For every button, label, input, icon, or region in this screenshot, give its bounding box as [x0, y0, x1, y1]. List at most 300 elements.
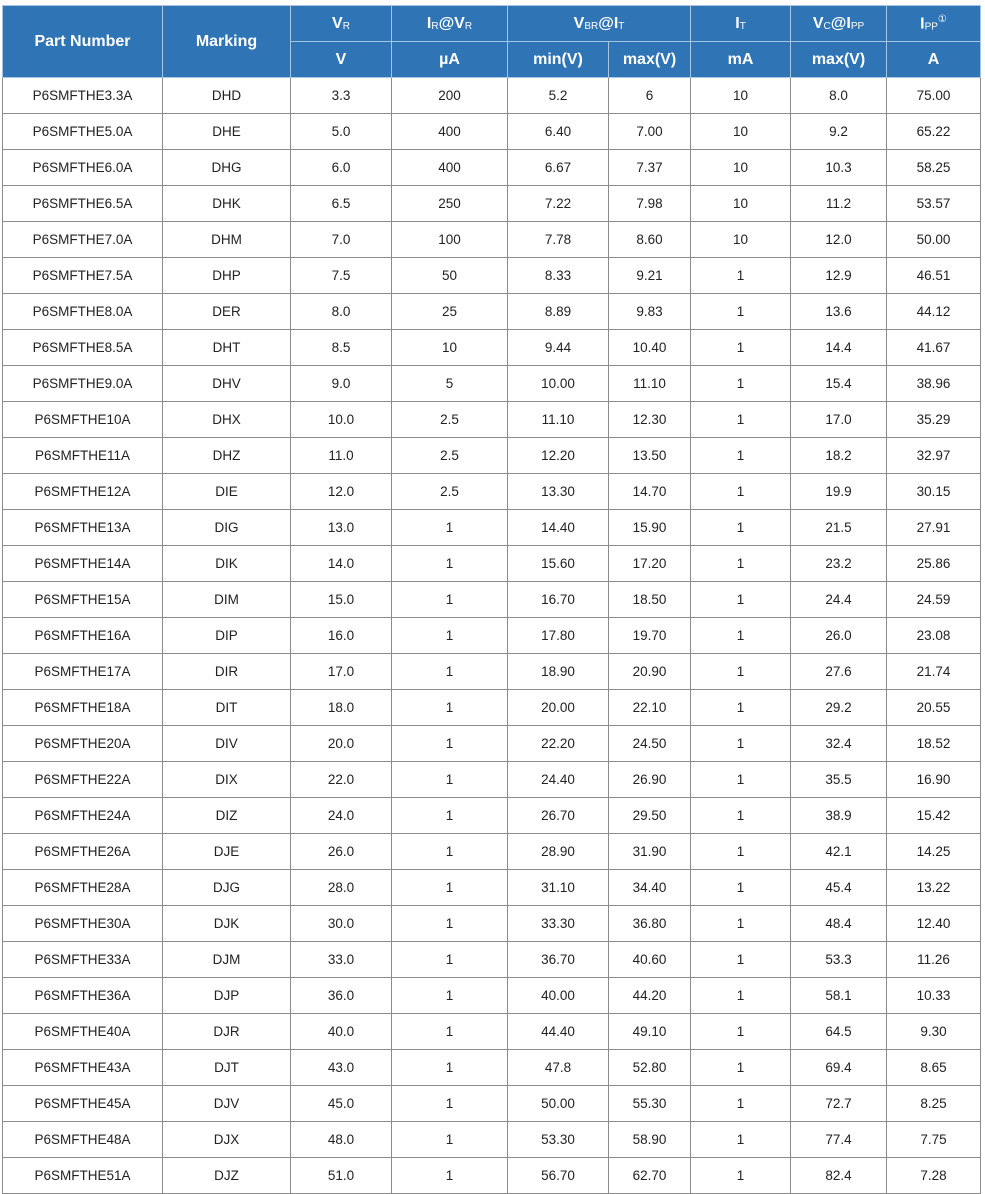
cell-vbr-max: 11.10	[609, 366, 691, 402]
cell-vr: 7.5	[291, 258, 392, 294]
cell-it: 1	[691, 906, 791, 942]
cell-it: 1	[691, 870, 791, 906]
cell-vbr-min: 18.90	[508, 654, 609, 690]
cell-vc: 58.1	[791, 978, 887, 1014]
cell-it: 1	[691, 510, 791, 546]
cell-vr: 28.0	[291, 870, 392, 906]
cell-ir: 200	[392, 78, 508, 114]
cell-vr: 14.0	[291, 546, 392, 582]
cell-vbr-min: 40.00	[508, 978, 609, 1014]
cell-ir: 1	[392, 870, 508, 906]
cell-vc: 8.0	[791, 78, 887, 114]
cell-marking: DJT	[163, 1050, 291, 1086]
cell-it: 1	[691, 654, 791, 690]
cell-part-number: P6SMFTHE15A	[3, 582, 163, 618]
cell-vr: 20.0	[291, 726, 392, 762]
cell-it: 1	[691, 330, 791, 366]
cell-ipp: 12.40	[887, 906, 981, 942]
cell-ipp: 44.12	[887, 294, 981, 330]
table-row	[3, 114, 981, 150]
cell-it: 1	[691, 942, 791, 978]
cell-vc: 18.2	[791, 438, 887, 474]
header-part-number: Part Number	[3, 6, 163, 78]
cell-it: 1	[691, 798, 791, 834]
cell-ipp: 30.15	[887, 474, 981, 510]
cell-vc: 13.6	[791, 294, 887, 330]
header-ir: $I_R@V_R$	[392, 6, 508, 42]
table-row	[3, 690, 981, 726]
cell-vbr-min: 14.40	[508, 510, 609, 546]
cell-vr: 18.0	[291, 690, 392, 726]
cell-vr: 48.0	[291, 1122, 392, 1158]
cell-vbr-min: 20.00	[508, 690, 609, 726]
cell-vbr-max: 26.90	[609, 762, 691, 798]
cell-ir: 1	[392, 654, 508, 690]
cell-vbr-min: 9.44	[508, 330, 609, 366]
cell-ipp: 10.33	[887, 978, 981, 1014]
unit-ipp: A	[887, 42, 981, 78]
cell-ir: 2.5	[392, 474, 508, 510]
cell-marking: DJP	[163, 978, 291, 1014]
cell-vbr-max: 15.90	[609, 510, 691, 546]
table-row	[3, 1122, 981, 1158]
cell-part-number: P6SMFTHE7.0A	[3, 222, 163, 258]
cell-ir: 400	[392, 150, 508, 186]
cell-part-number: P6SMFTHE28A	[3, 870, 163, 906]
cell-part-number: P6SMFTHE22A	[3, 762, 163, 798]
cell-vc: 38.9	[791, 798, 887, 834]
cell-vbr-min: 12.20	[508, 438, 609, 474]
cell-it: 1	[691, 1086, 791, 1122]
table-row	[3, 582, 981, 618]
table-body	[3, 78, 981, 1194]
header-it: $I_T$	[691, 6, 791, 42]
cell-vc: 17.0	[791, 402, 887, 438]
cell-ipp: 8.25	[887, 1086, 981, 1122]
cell-marking: DJZ	[163, 1158, 291, 1194]
cell-vc: 48.4	[791, 906, 887, 942]
cell-it: 1	[691, 1050, 791, 1086]
cell-ipp: 27.91	[887, 510, 981, 546]
cell-part-number: P6SMFTHE10A	[3, 402, 163, 438]
cell-part-number: P6SMFTHE9.0A	[3, 366, 163, 402]
cell-vr: 36.0	[291, 978, 392, 1014]
cell-part-number: P6SMFTHE26A	[3, 834, 163, 870]
cell-vc: 21.5	[791, 510, 887, 546]
cell-vbr-max: 19.70	[609, 618, 691, 654]
cell-it: 1	[691, 546, 791, 582]
cell-vbr-max: 17.20	[609, 546, 691, 582]
cell-vbr-min: 6.67	[508, 150, 609, 186]
cell-marking: DHV	[163, 366, 291, 402]
table-row	[3, 258, 981, 294]
table-row	[3, 618, 981, 654]
cell-ipp: 25.86	[887, 546, 981, 582]
table-row	[3, 798, 981, 834]
cell-ir: 1	[392, 1122, 508, 1158]
cell-it: 1	[691, 438, 791, 474]
cell-vc: 15.4	[791, 366, 887, 402]
cell-ir: 400	[392, 114, 508, 150]
cell-vbr-max: 62.70	[609, 1158, 691, 1194]
cell-marking: DJG	[163, 870, 291, 906]
cell-ipp: 65.22	[887, 114, 981, 150]
cell-vbr-min: 26.70	[508, 798, 609, 834]
cell-vr: 43.0	[291, 1050, 392, 1086]
cell-vc: 10.3	[791, 150, 887, 186]
cell-vc: 69.4	[791, 1050, 887, 1086]
cell-part-number: P6SMFTHE5.0A	[3, 114, 163, 150]
cell-vc: 64.5	[791, 1014, 887, 1050]
cell-ipp: 21.74	[887, 654, 981, 690]
cell-vbr-max: 9.21	[609, 258, 691, 294]
cell-marking: DHK	[163, 186, 291, 222]
cell-part-number: P6SMFTHE48A	[3, 1122, 163, 1158]
cell-marking: DIX	[163, 762, 291, 798]
table-row	[3, 654, 981, 690]
cell-ipp: 38.96	[887, 366, 981, 402]
cell-vbr-min: 16.70	[508, 582, 609, 618]
cell-vr: 30.0	[291, 906, 392, 942]
cell-vc: 9.2	[791, 114, 887, 150]
cell-vbr-min: 10.00	[508, 366, 609, 402]
cell-vr: 6.5	[291, 186, 392, 222]
cell-it: 10	[691, 114, 791, 150]
cell-vbr-min: 53.30	[508, 1122, 609, 1158]
cell-vr: 13.0	[291, 510, 392, 546]
cell-ir: 1	[392, 798, 508, 834]
cell-ipp: 58.25	[887, 150, 981, 186]
cell-ir: 1	[392, 582, 508, 618]
table-row	[3, 942, 981, 978]
cell-part-number: P6SMFTHE8.5A	[3, 330, 163, 366]
table-row	[3, 762, 981, 798]
unit-ir: µA	[392, 42, 508, 78]
cell-vbr-min: 47.8	[508, 1050, 609, 1086]
cell-vc: 11.2	[791, 186, 887, 222]
cell-part-number: P6SMFTHE6.5A	[3, 186, 163, 222]
cell-vr: 17.0	[291, 654, 392, 690]
table-row	[3, 870, 981, 906]
cell-it: 1	[691, 402, 791, 438]
cell-ipp: 50.00	[887, 222, 981, 258]
cell-it: 1	[691, 726, 791, 762]
table-row	[3, 186, 981, 222]
cell-vc: 77.4	[791, 1122, 887, 1158]
cell-marking: DJE	[163, 834, 291, 870]
table-row	[3, 438, 981, 474]
cell-marking: DJR	[163, 1014, 291, 1050]
cell-ir: 1	[392, 942, 508, 978]
cell-vbr-min: 28.90	[508, 834, 609, 870]
cell-vbr-min: 6.40	[508, 114, 609, 150]
cell-ipp: 32.97	[887, 438, 981, 474]
cell-vbr-min: 50.00	[508, 1086, 609, 1122]
cell-vbr-max: 44.20	[609, 978, 691, 1014]
cell-it: 1	[691, 618, 791, 654]
cell-ir: 2.5	[392, 438, 508, 474]
cell-ipp: 9.30	[887, 1014, 981, 1050]
cell-vbr-min: 36.70	[508, 942, 609, 978]
cell-vbr-max: 34.40	[609, 870, 691, 906]
cell-ir: 1	[392, 726, 508, 762]
cell-ir: 1	[392, 1014, 508, 1050]
cell-marking: DIZ	[163, 798, 291, 834]
cell-vbr-max: 13.50	[609, 438, 691, 474]
cell-vbr-max: 40.60	[609, 942, 691, 978]
cell-vr: 26.0	[291, 834, 392, 870]
cell-ipp: 16.90	[887, 762, 981, 798]
cell-marking: DHP	[163, 258, 291, 294]
cell-marking: DIK	[163, 546, 291, 582]
cell-vr: 8.5	[291, 330, 392, 366]
cell-vbr-max: 36.80	[609, 906, 691, 942]
cell-part-number: P6SMFTHE36A	[3, 978, 163, 1014]
table-row	[3, 150, 981, 186]
specs-table	[2, 5, 981, 1194]
cell-marking: DJM	[163, 942, 291, 978]
cell-vbr-min: 24.40	[508, 762, 609, 798]
cell-ir: 5	[392, 366, 508, 402]
cell-it: 10	[691, 78, 791, 114]
cell-it: 10	[691, 186, 791, 222]
cell-ir: 2.5	[392, 402, 508, 438]
cell-vc: 32.4	[791, 726, 887, 762]
unit-vbr-max: max(V)	[609, 42, 691, 78]
cell-marking: DHZ	[163, 438, 291, 474]
cell-part-number: P6SMFTHE11A	[3, 438, 163, 474]
cell-vr: 5.0	[291, 114, 392, 150]
cell-vc: 35.5	[791, 762, 887, 798]
cell-vbr-min: 8.33	[508, 258, 609, 294]
cell-ir: 1	[392, 1050, 508, 1086]
cell-marking: DHT	[163, 330, 291, 366]
cell-vr: 33.0	[291, 942, 392, 978]
cell-vc: 45.4	[791, 870, 887, 906]
cell-marking: DHE	[163, 114, 291, 150]
cell-marking: DHD	[163, 78, 291, 114]
table-row	[3, 726, 981, 762]
cell-vbr-max: 10.40	[609, 330, 691, 366]
cell-part-number: P6SMFTHE6.0A	[3, 150, 163, 186]
cell-ipp: 35.29	[887, 402, 981, 438]
unit-vc: max(V)	[791, 42, 887, 78]
cell-marking: DHG	[163, 150, 291, 186]
cell-it: 1	[691, 1158, 791, 1194]
cell-part-number: P6SMFTHE40A	[3, 1014, 163, 1050]
cell-vc: 23.2	[791, 546, 887, 582]
cell-marking: DJK	[163, 906, 291, 942]
cell-vbr-min: 22.20	[508, 726, 609, 762]
cell-vc: 29.2	[791, 690, 887, 726]
cell-part-number: P6SMFTHE20A	[3, 726, 163, 762]
cell-vr: 11.0	[291, 438, 392, 474]
cell-vr: 40.0	[291, 1014, 392, 1050]
cell-vc: 12.0	[791, 222, 887, 258]
cell-vr: 12.0	[291, 474, 392, 510]
cell-part-number: P6SMFTHE45A	[3, 1086, 163, 1122]
cell-marking: DIE	[163, 474, 291, 510]
cell-vc: 72.7	[791, 1086, 887, 1122]
cell-vbr-min: 56.70	[508, 1158, 609, 1194]
cell-marking: DHX	[163, 402, 291, 438]
cell-ipp: 20.55	[887, 690, 981, 726]
cell-marking: DIG	[163, 510, 291, 546]
cell-it: 1	[691, 1122, 791, 1158]
cell-vbr-min: 5.2	[508, 78, 609, 114]
table-row	[3, 402, 981, 438]
cell-ir: 1	[392, 978, 508, 1014]
cell-vbr-max: 7.98	[609, 186, 691, 222]
cell-vbr-min: 7.22	[508, 186, 609, 222]
cell-marking: DIT	[163, 690, 291, 726]
cell-ir: 1	[392, 546, 508, 582]
cell-ir: 1	[392, 690, 508, 726]
cell-vc: 19.9	[791, 474, 887, 510]
cell-ipp: 75.00	[887, 78, 981, 114]
header-vbr: $V_{BR}@I_T$	[508, 6, 691, 42]
unit-it: mA	[691, 42, 791, 78]
cell-ir: 250	[392, 186, 508, 222]
cell-marking: DIP	[163, 618, 291, 654]
cell-it: 10	[691, 222, 791, 258]
cell-part-number: P6SMFTHE7.5A	[3, 258, 163, 294]
cell-ir: 1	[392, 1086, 508, 1122]
cell-ipp: 41.67	[887, 330, 981, 366]
cell-part-number: P6SMFTHE14A	[3, 546, 163, 582]
cell-vc: 14.4	[791, 330, 887, 366]
cell-part-number: P6SMFTHE12A	[3, 474, 163, 510]
cell-vc: 12.9	[791, 258, 887, 294]
cell-it: 10	[691, 150, 791, 186]
cell-vr: 7.0	[291, 222, 392, 258]
table-row	[3, 222, 981, 258]
cell-vc: 53.3	[791, 942, 887, 978]
cell-vbr-max: 9.83	[609, 294, 691, 330]
cell-ir: 1	[392, 1158, 508, 1194]
cell-ipp: 18.52	[887, 726, 981, 762]
unit-vbr-min: min(V)	[508, 42, 609, 78]
cell-ir: 50	[392, 258, 508, 294]
cell-vbr-max: 58.90	[609, 1122, 691, 1158]
table-row	[3, 906, 981, 942]
cell-ir: 1	[392, 906, 508, 942]
cell-vr: 22.0	[291, 762, 392, 798]
cell-marking: DIM	[163, 582, 291, 618]
cell-ipp: 7.75	[887, 1122, 981, 1158]
cell-it: 1	[691, 258, 791, 294]
table-row	[3, 978, 981, 1014]
cell-vc: 24.4	[791, 582, 887, 618]
cell-vbr-max: 29.50	[609, 798, 691, 834]
cell-vbr-max: 18.50	[609, 582, 691, 618]
cell-vr: 10.0	[291, 402, 392, 438]
cell-ir: 10	[392, 330, 508, 366]
table-row	[3, 1158, 981, 1194]
header-vr: $V_R$	[291, 6, 392, 42]
cell-part-number: P6SMFTHE3.3A	[3, 78, 163, 114]
cell-vbr-min: 17.80	[508, 618, 609, 654]
cell-vbr-min: 11.10	[508, 402, 609, 438]
cell-it: 1	[691, 294, 791, 330]
cell-vr: 16.0	[291, 618, 392, 654]
cell-vr: 15.0	[291, 582, 392, 618]
header-vc: $V_C@I_{PP}$	[791, 6, 887, 42]
table-row	[3, 834, 981, 870]
cell-vbr-min: 13.30	[508, 474, 609, 510]
table-row	[3, 294, 981, 330]
table-row	[3, 546, 981, 582]
cell-marking: DIV	[163, 726, 291, 762]
cell-ir: 1	[392, 510, 508, 546]
header-marking: Marking	[163, 6, 291, 78]
cell-vbr-max: 55.30	[609, 1086, 691, 1122]
cell-vbr-min: 8.89	[508, 294, 609, 330]
table-row	[3, 1014, 981, 1050]
cell-ipp: 7.28	[887, 1158, 981, 1194]
cell-vbr-max: 8.60	[609, 222, 691, 258]
cell-ipp: 15.42	[887, 798, 981, 834]
cell-vbr-max: 7.37	[609, 150, 691, 186]
cell-vbr-max: 7.00	[609, 114, 691, 150]
cell-part-number: P6SMFTHE16A	[3, 618, 163, 654]
cell-marking: DIR	[163, 654, 291, 690]
cell-vbr-max: 6	[609, 78, 691, 114]
cell-part-number: P6SMFTHE51A	[3, 1158, 163, 1194]
cell-part-number: P6SMFTHE24A	[3, 798, 163, 834]
cell-ir: 25	[392, 294, 508, 330]
cell-part-number: P6SMFTHE13A	[3, 510, 163, 546]
cell-ir: 1	[392, 834, 508, 870]
cell-vr: 24.0	[291, 798, 392, 834]
cell-vbr-max: 14.70	[609, 474, 691, 510]
cell-vr: 45.0	[291, 1086, 392, 1122]
cell-vr: 3.3	[291, 78, 392, 114]
cell-vc: 27.6	[791, 654, 887, 690]
cell-marking: DHM	[163, 222, 291, 258]
header-row-params	[3, 6, 981, 42]
cell-vbr-max: 12.30	[609, 402, 691, 438]
table-row	[3, 474, 981, 510]
table-row	[3, 510, 981, 546]
cell-ipp: 53.57	[887, 186, 981, 222]
cell-it: 1	[691, 690, 791, 726]
cell-part-number: P6SMFTHE8.0A	[3, 294, 163, 330]
cell-vbr-min: 31.10	[508, 870, 609, 906]
cell-ipp: 8.65	[887, 1050, 981, 1086]
cell-part-number: P6SMFTHE17A	[3, 654, 163, 690]
cell-vbr-max: 22.10	[609, 690, 691, 726]
cell-vr: 9.0	[291, 366, 392, 402]
cell-vc: 42.1	[791, 834, 887, 870]
cell-vc: 26.0	[791, 618, 887, 654]
unit-vr: V	[291, 42, 392, 78]
cell-marking: DER	[163, 294, 291, 330]
cell-vr: 51.0	[291, 1158, 392, 1194]
cell-part-number: P6SMFTHE30A	[3, 906, 163, 942]
cell-ipp: 23.08	[887, 618, 981, 654]
cell-vr: 8.0	[291, 294, 392, 330]
cell-it: 1	[691, 582, 791, 618]
cell-ipp: 13.22	[887, 870, 981, 906]
cell-it: 1	[691, 366, 791, 402]
cell-vbr-min: 44.40	[508, 1014, 609, 1050]
cell-part-number: P6SMFTHE33A	[3, 942, 163, 978]
cell-ir: 1	[392, 618, 508, 654]
cell-vbr-min: 7.78	[508, 222, 609, 258]
cell-it: 1	[691, 978, 791, 1014]
header-ipp: $I_{PP}^①$	[887, 6, 981, 42]
